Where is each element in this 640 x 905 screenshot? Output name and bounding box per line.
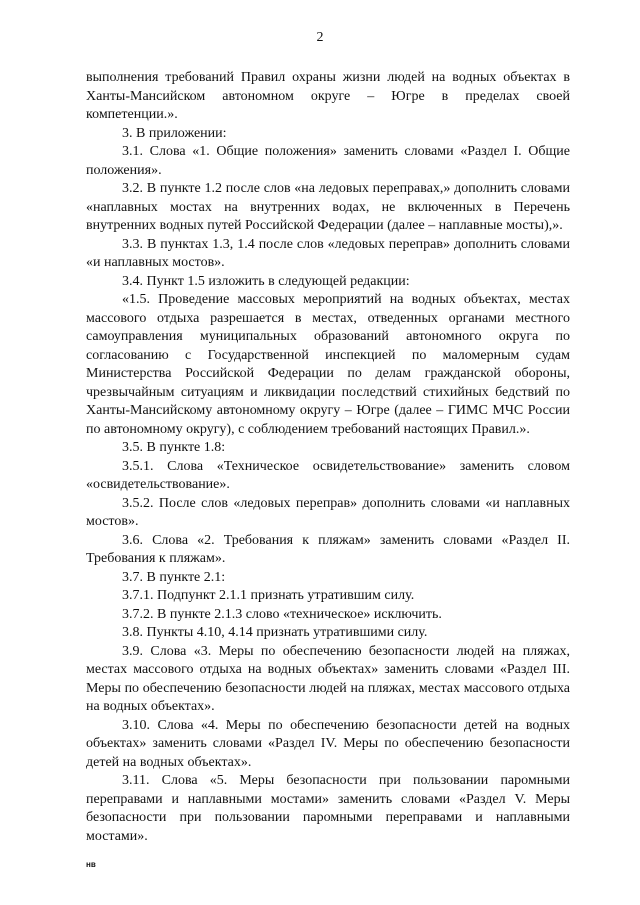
page-number: 2 xyxy=(316,30,324,45)
paragraph-item-3-7-1: 3.7.1. Подпункт 2.1.1 признать утратившим силу. xyxy=(122,588,415,603)
paragraph-item-3-5: 3.5. В пункте 1.8: xyxy=(122,440,226,455)
paragraph-item-3: 3. В приложении: xyxy=(122,125,227,141)
paragraph-item-3-7: 3.7. В пункте 2.1: xyxy=(122,569,226,585)
paragraph-item-3-2: 3.2. В пункте 1.2 после слов «на ледовых переправах,» дополнить словами «наплавных мостах на внутренних водах, не включенных в Перечень внутренних водных путей Российской Федерации (далее – наплавные мосты),». xyxy=(86,181,570,233)
paragraph-item-3-8: 3.8. Пункты 4.10, 4.14 признать утратившими силу. xyxy=(122,625,428,640)
paragraph-item-3-9: 3.9. Слова «3. Меры по обеспечению безопасности людей на пляжах, местах массового отдыха на водных объектах» заменить словами «Раздел III. Меры по обеспечению безопасности людей на пляжах, местах массового отдыха на водных объектах». xyxy=(86,643,570,714)
paragraph-item-3-6: 3.6. Слова «2. Требования к пляжам» заменить словами «Раздел II. Требования к пляжам». xyxy=(86,532,570,566)
paragraph-item-3-10: 3.10. Слова «4. Меры по обеспечению безопасности детей на водных объектах» заменить словами «Раздел IV. Меры по обеспечению безопасности детей на водных объектах». xyxy=(86,717,570,770)
footer-initials: нв xyxy=(86,860,96,869)
paragraph-item-1-5-text: «1.5. Проведение массовых мероприятий на водных объектах, местах массового отдыха разрешается в местах, отведенных органами местного самоуправления муниципальных образований автономного округа по согласованию с Государственной инспекцией по маломерным судам Министерства Российской Федерации по делам гражданской обороны, чрезвычайным ситуациям и ликвидации последствий стихийных бедствий по Ханты-Мансийскому автономному округу – Югре (далее – ГИМС МЧС России по автономному округу), с соблюдением требований настоящих Правил.». xyxy=(86,292,570,437)
paragraph-item-3-5-2: 3.5.2. После слов «ледовых переправ» дополнить словами «и наплавных мостов». xyxy=(86,495,570,529)
paragraph-item-3-7-2: 3.7.2. В пункте 2.1.3 слово «техническое» исключить. xyxy=(122,606,442,622)
paragraph-item-3-11: 3.11. Слова «5. Меры безопасности при пользовании паромными переправами и наплавными мостами» заменить словами «Раздел V. Меры безопасности при пользовании паромными переправами и наплавными мостами». xyxy=(86,773,570,844)
paragraph-continuation: выполнения требований Правил охраны жизни людей на водных объектах в Ханты-Мансийском автономном округе – Югре в пределах своей компетенции.». xyxy=(86,70,570,122)
document-body xyxy=(86,69,570,846)
paragraph-item-3-3: 3.3. В пунктах 1.3, 1.4 после слов «ледовых переправ» дополнить словами «и наплавных мостов». xyxy=(86,236,570,270)
paragraph-item-3-1: 3.1. Слова «1. Общие положения» заменить словами «Раздел I. Общие положения». xyxy=(86,144,570,178)
paragraph-item-3-5-1: 3.5.1. Слова «Техническое освидетельствование» заменить словом «освидетельствование». xyxy=(86,458,570,492)
paragraph-item-3-4: 3.4. Пункт 1.5 изложить в следующей редакции: xyxy=(122,273,410,289)
